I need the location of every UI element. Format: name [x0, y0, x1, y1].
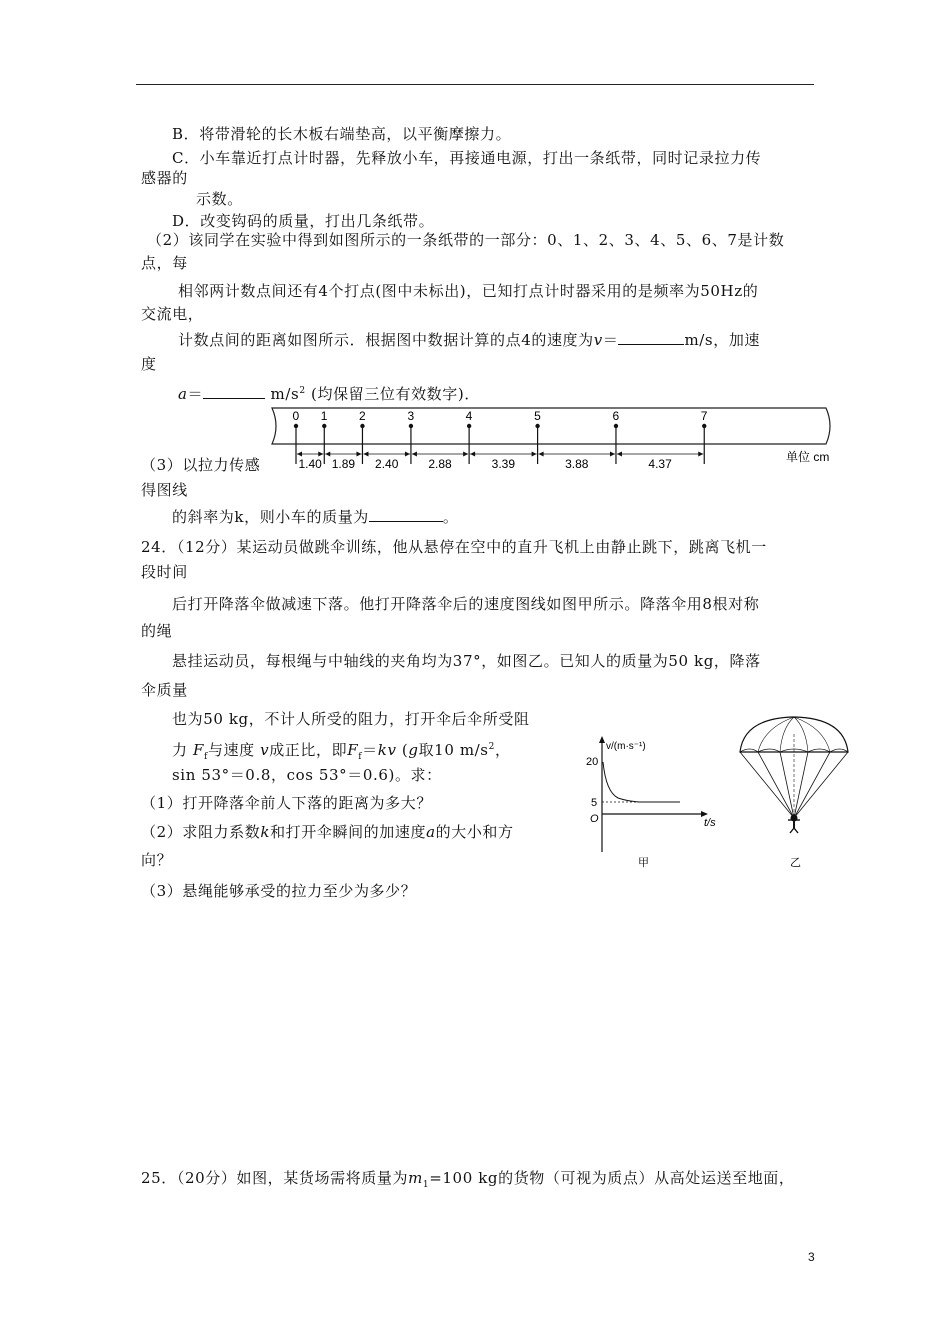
tape-arrowhead-right: [405, 452, 410, 457]
header-rule: [136, 84, 814, 85]
tape-arrowhead-left: [325, 452, 330, 457]
p24-line1: 24．（12分）某运动员做跳伞训练，他从悬停在空中的直升飞机上由静止跳下，跳离飞机一: [141, 538, 767, 556]
tape-dot-0: [294, 424, 298, 428]
p24-q2-a: （2）求阻力系数: [141, 823, 261, 841]
tape-distance-label: 1.89: [331, 457, 356, 471]
kv-symbol: kv: [377, 741, 397, 759]
velocity-answer-blank[interactable]: [618, 330, 684, 345]
mass-symbol: m: [408, 1169, 423, 1187]
origin-label: O: [590, 813, 599, 825]
velocity-symbol-2: v: [260, 741, 270, 759]
tape-dot-4: [467, 424, 471, 428]
p25-text-b: =100 kg的货物（可视为质点）从高处运送至地面，: [429, 1169, 795, 1187]
p24-line8-e: 成正比，即: [269, 741, 348, 759]
force-sub: f: [204, 752, 208, 762]
option-d: D．改变钩码的质量，打出几条纸带。: [172, 212, 435, 230]
tape-arrowhead-right: [318, 452, 323, 457]
q2-line7: [178, 381, 480, 404]
force-sub-2: f: [358, 752, 363, 762]
tape-point-label: 2: [358, 409, 366, 423]
paper-tape-figure: [266, 404, 848, 482]
q2-line2: 点，每: [141, 254, 188, 272]
parachute-caption: 乙: [790, 857, 801, 869]
tape-point-label: 5: [534, 409, 541, 423]
p24-line8-a: 力: [172, 741, 188, 759]
q2-line3: 相邻两计数点间还有4个打点(图中未标出)，已知打点计时器采用的是频率为50Hz的: [178, 282, 759, 300]
g-symbol: g: [408, 741, 419, 759]
a-symbol: a: [426, 823, 436, 841]
accel-answer-blank[interactable]: [203, 384, 265, 399]
mass-answer-blank[interactable]: [369, 507, 443, 522]
tape-arrowhead-right: [610, 452, 615, 457]
tape-arrowhead-left: [297, 452, 302, 457]
p24-line2: 段时间: [141, 563, 188, 581]
p24-q2-c: 的大小和方: [435, 823, 514, 841]
tape-dot-7: [702, 424, 706, 428]
q3-line3-text: 的斜率为k，则小车的质量为: [172, 508, 369, 526]
tape-unit: 单位 cm: [786, 450, 830, 464]
paren-open: (: [401, 741, 409, 759]
k-symbol: k: [260, 823, 271, 841]
paper-tape-outline: [272, 408, 830, 444]
q3-line3-end: 。: [442, 508, 459, 526]
y-axis-label: v/(m·s⁻¹): [606, 741, 646, 752]
p24-question2: [141, 822, 514, 842]
tape-distance-label: 1.40: [298, 457, 322, 471]
tape-point-label: 3: [407, 409, 415, 423]
q3-line2: 得图线: [141, 481, 188, 499]
p24-line8-c: 与速度: [207, 741, 255, 759]
p24-line8: [172, 737, 511, 767]
tape-point-label: 6: [612, 409, 620, 423]
tape-arrowhead-left: [539, 452, 544, 457]
tape-dot-1: [322, 424, 326, 428]
velocity-curve: [603, 762, 680, 802]
jumper-figure: [788, 815, 800, 833]
force-symbol: F: [192, 741, 204, 759]
accel-unit-sup: 2: [299, 386, 306, 396]
p24-line3: 后打开降落伞做减速下落。他打开降落伞后的速度图线如图甲所示。降落伞用8根对称: [172, 595, 760, 613]
tape-dot-5: [535, 424, 539, 428]
option-c-line1: C．小车靠近打点计时器，先释放小车，再接通电源，打出一条纸带，同时记录拉力传: [172, 149, 762, 167]
option-b: B．将带滑轮的长木板右端垫高，以平衡摩擦力。: [172, 125, 512, 143]
tape-arrowhead-right: [698, 452, 703, 457]
tape-dot-2: [360, 424, 364, 428]
tape-arrowhead-right: [532, 452, 537, 457]
y-tick-5: 5: [591, 797, 598, 809]
page-number: 3: [808, 1250, 815, 1264]
tape-point-label: 7: [700, 409, 708, 423]
tape-distance-label: 3.39: [491, 457, 516, 471]
graph-caption: 甲: [638, 857, 649, 869]
q3-line1: （3）以拉力传感: [141, 456, 261, 474]
tape-distance-label: 4.37: [648, 457, 672, 471]
p24-question2-cont: 向？: [141, 851, 173, 869]
p24-line5: 悬挂运动员，每根绳与中轴线的夹角均为37°，如图乙。已知人的质量为50 kg，降落: [172, 652, 761, 670]
mass-sub: 1: [422, 1180, 430, 1190]
tape-distance-label: 3.88: [565, 457, 589, 471]
sig-fig-note: (均保留三位有效数字)．: [311, 385, 480, 403]
force-symbol-2: F: [347, 741, 359, 759]
q3-line3: [172, 507, 459, 527]
accel-unit: m/s: [270, 385, 300, 403]
tape-dot-3: [409, 424, 413, 428]
equals: ＝: [602, 331, 619, 349]
p24-question1: （1）打开降落伞前人下落的距离为多大？: [141, 794, 432, 812]
tape-point-label: 0: [292, 409, 300, 423]
option-c-line3: 示数。: [196, 190, 243, 208]
p24-question3: （3）悬绳能够承受的拉力至少为多少？: [141, 882, 417, 900]
p24-line4: 的绳: [141, 622, 173, 640]
tape-arrowhead-right: [356, 452, 361, 457]
velocity-symbol: v: [593, 331, 603, 349]
q2-line5-unit: m/s，加速: [684, 331, 761, 349]
tape-dot-6: [614, 424, 618, 428]
parachute-figure: [736, 714, 854, 872]
p24-line6: 伞质量: [141, 681, 188, 699]
equals: ＝: [187, 385, 204, 403]
g-value: 取10 m/s: [418, 741, 489, 759]
equals: ＝: [362, 741, 378, 759]
tape-arrowhead-left: [363, 452, 368, 457]
tape-point-label: 4: [465, 409, 473, 423]
tape-arrowhead-left: [470, 452, 475, 457]
p25-line1: [141, 1168, 795, 1195]
q2-line6: 度: [141, 355, 157, 373]
accel-symbol: a: [178, 385, 188, 403]
q2-line5-text: 计数点间的距离如图所示．根据图中数据计算的点4的速度为: [178, 331, 594, 349]
tape-distance-label: 2.88: [428, 457, 452, 471]
p25-text-a: 25．（20分）如图，某货场需将质量为: [141, 1169, 409, 1187]
tape-distance-label: 2.40: [375, 457, 399, 471]
y-tick-20: 20: [586, 756, 599, 768]
tape-point-label: 1: [320, 409, 328, 423]
q2-line4: 交流电，: [141, 305, 204, 323]
tape-arrowhead-right: [463, 452, 468, 457]
tape-arrowhead-left: [412, 452, 417, 457]
q2-line5: [178, 330, 760, 350]
g-unit-sup: 2: [488, 742, 495, 752]
x-axis-label: t/s: [704, 817, 716, 829]
option-c-line2: 感器的: [141, 169, 188, 187]
y-axis-arrow: [599, 736, 605, 743]
p24-line7: 也为50 kg，不计人所受的阻力，打开伞后伞所受阻: [172, 710, 530, 728]
q2-line1: （2）该同学在实验中得到如图所示的一条纸带的一部分：0、1、2、3、4、5、6、7是计数: [147, 231, 785, 249]
comma: ，: [494, 741, 511, 759]
tape-arrowhead-left: [617, 452, 622, 457]
p24-line9: sin 53°＝0.8，cos 53°＝0.6)。求：: [172, 766, 442, 784]
p24-q2-b: 和打开伞瞬间的加速度: [270, 823, 427, 841]
velocity-time-graph: [584, 734, 734, 882]
